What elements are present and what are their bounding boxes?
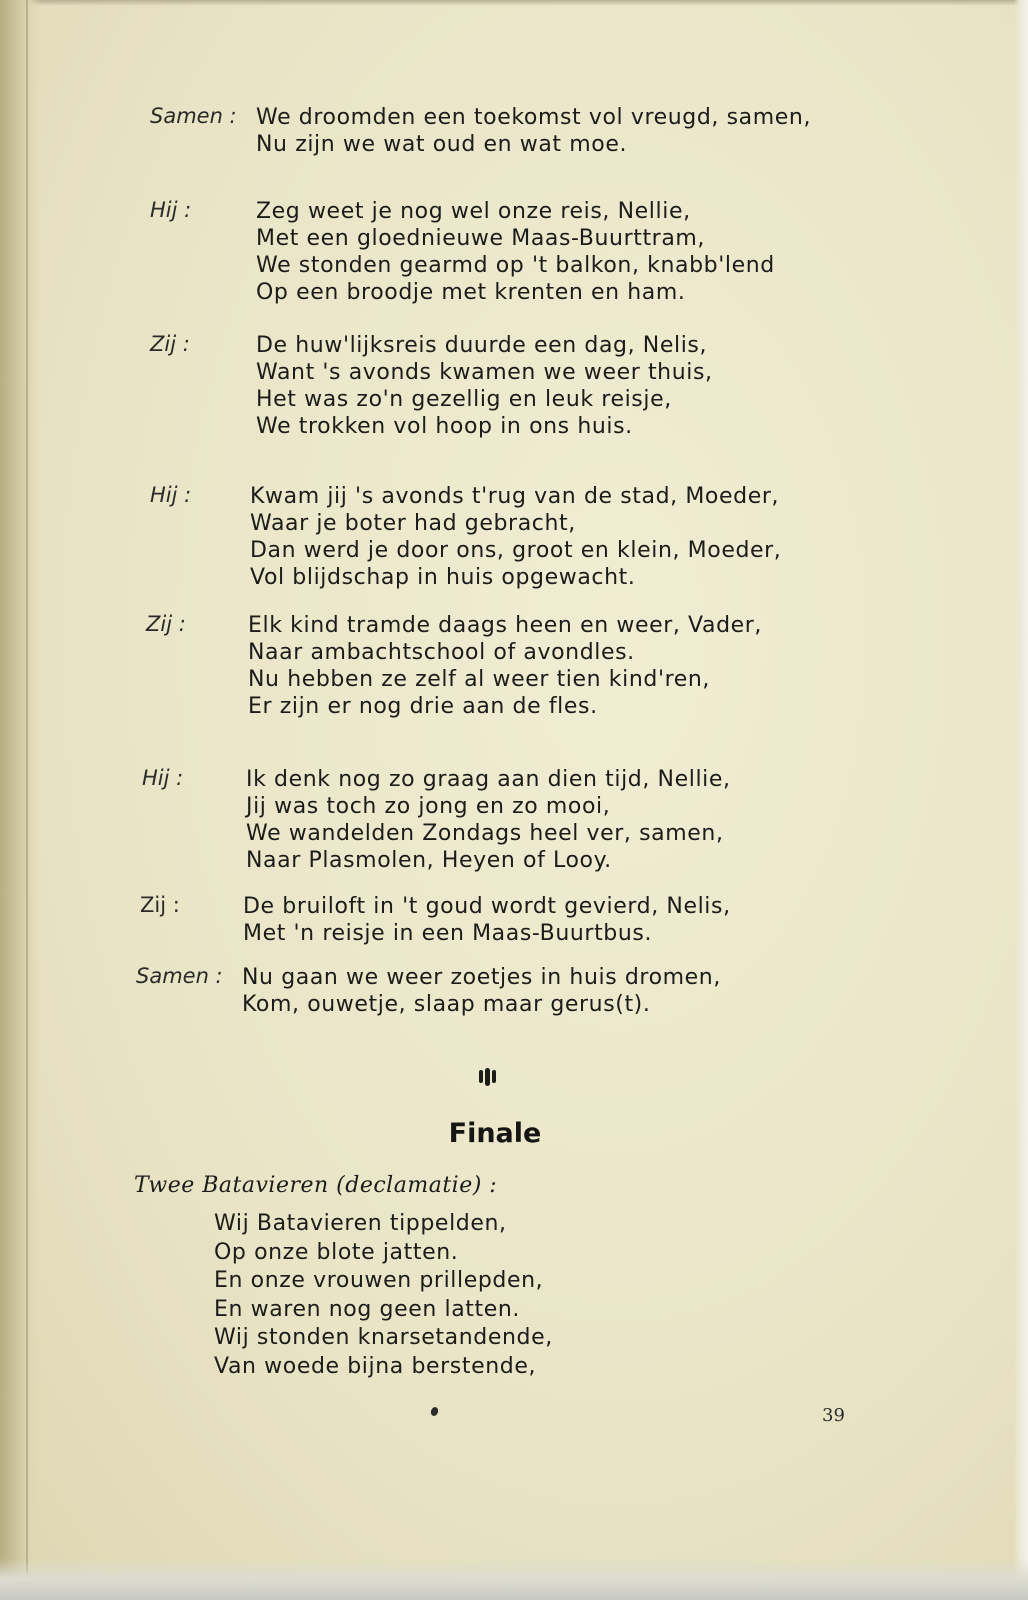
verse-line: We stonden gearmd op 't balkon, knabb'lend [256, 253, 775, 278]
verse-line: We wandelden Zondags heel ver, samen, [246, 821, 724, 846]
speaker-label: Zij : [140, 893, 180, 917]
verse-line: Zeg weet je nog wel onze reis, Nellie, [256, 199, 691, 224]
stanza-lines [243, 893, 731, 947]
verse-line: We droomden een toekomst vol vreugd, samen, [256, 105, 812, 130]
stanza-lines [250, 483, 781, 591]
stanza-lines [242, 964, 721, 1018]
section-divider-ornament-icon [476, 1066, 500, 1088]
speaker-label: Hij : [150, 198, 192, 222]
verse-line: Wij Batavieren tippelden, [214, 1211, 507, 1236]
speaker-label: Samen : [150, 104, 237, 128]
book-gutter-line [26, 0, 28, 1600]
verse-line: Want 's avonds kwamen we weer thuis, [256, 360, 713, 385]
verse-line: Nu gaan we weer zoetjes in huis dromen, [242, 965, 721, 990]
verse-line: Vol blijdschap in huis opgewacht. [250, 565, 636, 590]
verse-line: Kom, ouwetje, slaap maar gerus(t). [242, 992, 651, 1017]
page-number: 39 [822, 1405, 845, 1426]
finale-verse [214, 1210, 553, 1381]
verse-line: Op onze blote jatten. [214, 1239, 459, 1265]
verse-line: Jij was toch zo jong en zo mooi, [246, 794, 611, 819]
verse-line: Waar je boter had gebracht, [250, 511, 576, 536]
verse-line: Met een gloednieuwe Maas-Buurttram, [256, 226, 706, 251]
speaker-label: Zij : [146, 612, 186, 636]
page-right-edge [1014, 0, 1028, 1600]
verse-line: De huw'lijksreis duurde een dag, Nelis, [256, 333, 708, 358]
verse-line: Dan werd je door ons, groot en klein, Moeder, [250, 538, 782, 563]
section-title: Finale [448, 1118, 542, 1149]
verse-line: Kwam jij 's avonds t'rug van de stad, Moeder, [250, 484, 780, 509]
verse-line: Met 'n reisje in een Maas-Buurtbus. [243, 921, 653, 946]
page-bottom-edge [0, 1558, 1028, 1600]
page-top-shadow [0, 0, 1028, 6]
verse-line: Naar ambachtschool of avondles. [248, 640, 635, 665]
stanza-lines [248, 612, 762, 720]
verse-line: We trokken vol hoop in ons huis. [256, 414, 633, 439]
verse-line: Van woede bijna berstende, [214, 1353, 537, 1379]
book-spine-shadow [0, 0, 40, 1600]
verse-line: Op een broodje met krenten en ham. [256, 280, 686, 305]
verse-line: Er zijn er nog drie aan de fles. [248, 694, 598, 719]
speaker-label: Zij : [150, 332, 190, 356]
verse-line: En onze vrouwen prillepden, [214, 1268, 544, 1293]
speaker-label: Hij : [150, 483, 192, 507]
stanza-lines [256, 104, 811, 158]
verse-line: De bruiloft in 't goud wordt gevierd, Nelis, [243, 894, 731, 919]
verse-line: Ik denk nog zo graag aan dien tijd, Nellie, [246, 767, 731, 792]
stanza-lines [256, 332, 713, 440]
verse-line: En waren nog geen latten. [214, 1296, 520, 1322]
stanza-lines [246, 766, 731, 874]
speaker-label: Hij : [142, 766, 184, 790]
ink-speck [430, 1406, 440, 1417]
verse-line: Nu hebben ze zelf al weer tien kind'ren, [248, 667, 711, 692]
verse-line: Naar Plasmolen, Heyen of Looy. [246, 848, 612, 873]
verse-line: Wij stonden knarsetandende, [214, 1325, 553, 1350]
verse-line: Nu zijn we wat oud en wat moe. [256, 132, 628, 157]
section-intro: Twee Batavieren (declamatie) : [134, 1173, 498, 1198]
verse-line: Elk kind tramde daags heen en weer, Vader, [248, 613, 763, 638]
stanza-lines [256, 198, 775, 306]
speaker-label: Samen : [136, 964, 223, 988]
verse-line: Het was zo'n gezellig en leuk reisje, [256, 387, 672, 412]
